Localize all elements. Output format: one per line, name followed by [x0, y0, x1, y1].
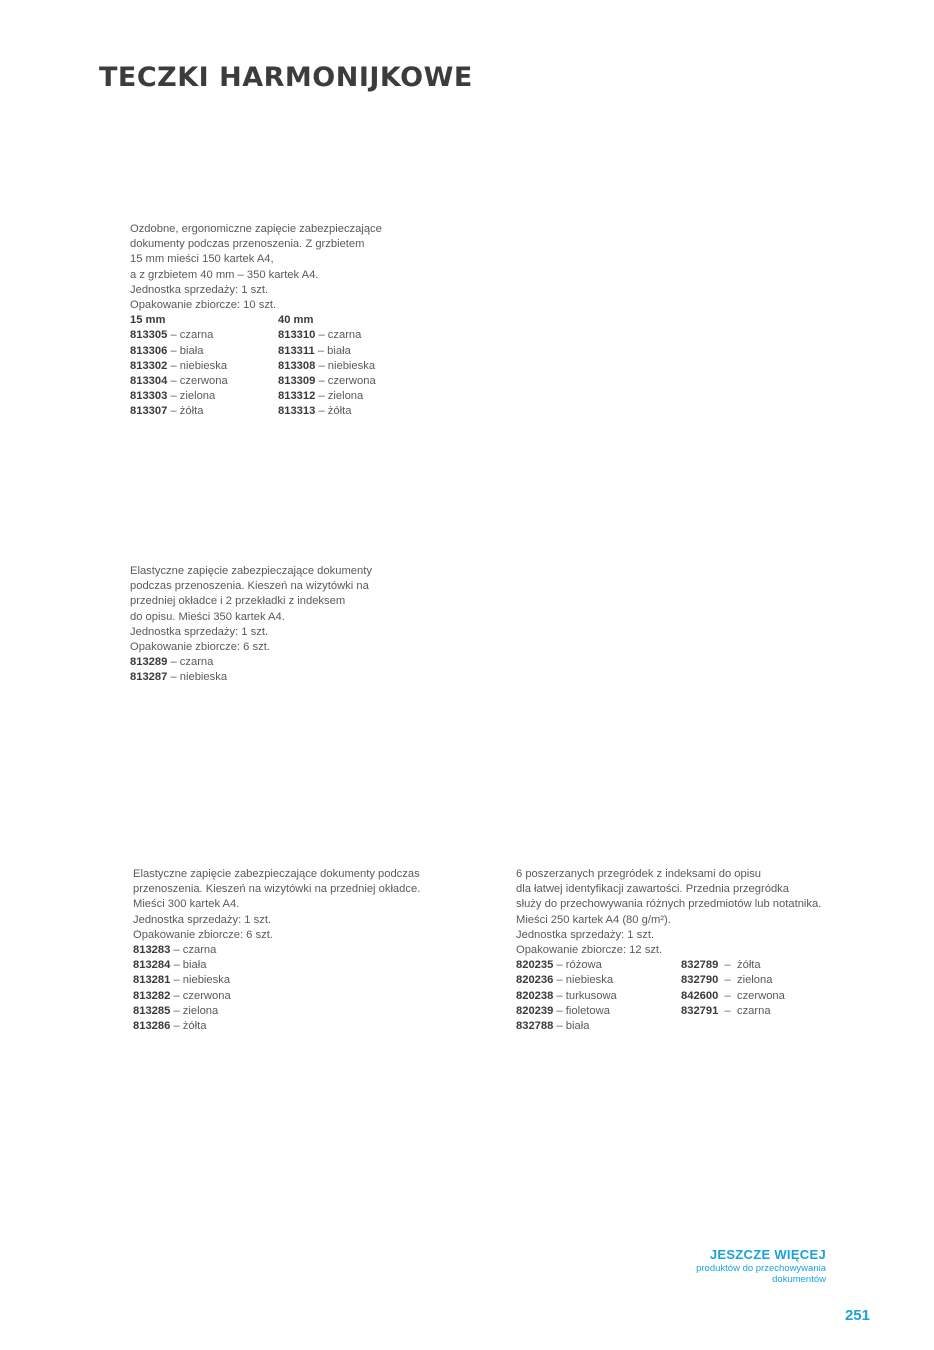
list-item [130, 389, 278, 404]
product-code: 813282 [133, 989, 171, 1002]
product-color: – zielona [167, 390, 216, 403]
code-column-left [516, 958, 681, 1034]
product-color: – zielona [170, 1004, 219, 1017]
product-code: 813286 [133, 1020, 171, 1033]
product-code: 813287 [130, 671, 168, 684]
product-color: – biała [314, 344, 351, 357]
product-color: – niebieska [170, 974, 231, 987]
product-code: 813303 [130, 390, 168, 403]
product-color: – czarna [170, 944, 217, 957]
page-number: 251 [844, 1307, 870, 1324]
product-color: – czarna [167, 329, 214, 342]
list-item [278, 404, 376, 419]
list-item [130, 344, 278, 359]
product-color: – czerwona [167, 375, 228, 388]
product-color: – czerwona [718, 989, 785, 1002]
description-line: Opakowanie zbiorcze: 6 szt. [130, 641, 270, 654]
product-code: 813313 [278, 405, 316, 418]
product-code: 820236 [516, 974, 554, 987]
product-color: – czarna [718, 1004, 771, 1017]
code-column-right [681, 958, 785, 1034]
description-line: 15 mm mieści 150 kartek A4, [130, 253, 274, 266]
list-item [278, 359, 376, 374]
product-code: 813289 [130, 656, 168, 669]
more-products-link[interactable] [696, 1247, 826, 1285]
description-line: do opisu. Mieści 350 kartek A4. [130, 610, 285, 623]
product-color: – czarna [315, 329, 362, 342]
list-item [516, 958, 681, 973]
product-code: 813307 [130, 405, 168, 418]
list-item [681, 989, 785, 1004]
description-line: podczas przenoszenia. Kieszeń na wizytówki na [130, 580, 369, 593]
product-color: – niebieska [167, 359, 228, 372]
product-code: 813284 [133, 959, 171, 972]
product-description [516, 867, 821, 958]
product-code-columns [516, 958, 821, 1034]
product-color: – zielona [315, 390, 364, 403]
product-code: 813310 [278, 329, 316, 342]
page-title: TECZKI HARMONIJKOWE [99, 62, 473, 93]
description-line: Opakowanie zbiorcze: 6 szt. [133, 928, 273, 941]
product-color: – żółta [170, 1020, 207, 1033]
product-color: – biała [170, 959, 207, 972]
list-item [133, 973, 420, 988]
product-color: – turkusowa [553, 989, 617, 1002]
list-item [681, 973, 785, 988]
list-item [278, 374, 376, 389]
product-code: 813309 [278, 375, 316, 388]
product-code: 832791 [681, 1004, 719, 1017]
description-line: Jednostka sprzedaży: 1 szt. [130, 283, 269, 296]
product-color: – niebieska [553, 974, 614, 987]
list-item [130, 655, 372, 670]
description-line: Opakowanie zbiorcze: 12 szt. [516, 944, 663, 957]
list-item [681, 1004, 785, 1019]
product-color: – żółta [718, 959, 761, 972]
list-item [278, 328, 376, 343]
list-item [681, 958, 785, 973]
product-color: – żółta [167, 405, 204, 418]
product-code: 813312 [278, 390, 316, 403]
list-item [133, 1019, 420, 1034]
product-description [130, 222, 382, 313]
product-color: – zielona [718, 974, 773, 987]
product-code: 813306 [130, 344, 168, 357]
product-color: – żółta [315, 405, 352, 418]
product-color: – niebieska [167, 671, 228, 684]
product-block-1 [130, 222, 382, 420]
product-code: 820238 [516, 989, 554, 1002]
description-line: przenoszenia. Kieszeń na wizytówki na przedniej okładce. [133, 883, 421, 896]
list-item [130, 404, 278, 419]
list-item [278, 344, 376, 359]
product-color: – fioletowa [553, 1004, 610, 1017]
description-line: służy do przechowywania różnych przedmiotów lub notatnika. [516, 898, 822, 911]
list-item [133, 958, 420, 973]
list-item [130, 374, 278, 389]
product-code: 813281 [133, 974, 171, 987]
list-item [516, 973, 681, 988]
column-header: 40 mm [278, 314, 314, 327]
product-code: 813285 [133, 1004, 171, 1017]
product-block-2 [130, 564, 372, 686]
list-item [133, 1004, 420, 1019]
description-line: Ozdobne, ergonomiczne zapięcie zabezpieczające [130, 223, 382, 235]
product-code: 820235 [516, 959, 554, 972]
more-title: JESZCZE WIĘCEJ [709, 1247, 826, 1262]
description-line: Jednostka sprzedaży: 1 szt. [130, 625, 269, 638]
description-line: Mieści 250 kartek A4 (80 g/m²). [516, 913, 671, 926]
product-block-3 [133, 867, 420, 1034]
description-line: Jednostka sprzedaży: 1 szt. [133, 913, 272, 926]
list-item [133, 943, 420, 958]
product-color: – niebieska [315, 359, 376, 372]
description-line: dla łatwej identyfikacji zawartości. Przednia przegródka [516, 883, 789, 896]
more-subtitle: dokumentów [772, 1274, 826, 1285]
column-header: 15 mm [130, 314, 166, 327]
description-line: 6 poszerzanych przegródek z indeksami do opisu [516, 868, 762, 880]
product-code: 813305 [130, 329, 168, 342]
more-subtitle: produktów do przechowywania [696, 1263, 826, 1274]
product-color: – czerwona [170, 989, 231, 1002]
product-color: – biała [553, 1020, 590, 1033]
product-color: – różowa [553, 959, 602, 972]
description-line: przedniej okładce i 2 przekładki z indeksem [130, 595, 346, 608]
code-column-15mm [130, 313, 278, 419]
list-item [130, 328, 278, 343]
list-item [130, 670, 372, 685]
product-code: 813308 [278, 359, 316, 372]
description-line: Elastyczne zapięcie zabezpieczające dokumenty podczas [133, 868, 420, 880]
description-line: Mieści 300 kartek A4. [133, 898, 240, 911]
product-color: – biała [167, 344, 204, 357]
description-line: a z grzbietem 40 mm – 350 kartek A4. [130, 268, 319, 281]
list-item [516, 1019, 681, 1034]
product-code: 813283 [133, 944, 171, 957]
list-item [278, 389, 376, 404]
product-code: 813304 [130, 375, 168, 388]
product-description [133, 867, 420, 943]
description-line: Opakowanie zbiorcze: 10 szt. [130, 299, 277, 312]
product-code: 813311 [278, 344, 315, 357]
code-column-40mm [278, 313, 376, 419]
product-color: – czarna [167, 656, 214, 669]
list-item [130, 359, 278, 374]
product-code: 820239 [516, 1004, 554, 1017]
description-line: Elastyczne zapięcie zabezpieczające dokumenty [130, 565, 372, 577]
product-code: 813302 [130, 359, 168, 372]
product-description [130, 564, 372, 655]
product-code-columns [130, 313, 382, 419]
product-code: 842600 [681, 989, 719, 1002]
description-line: Jednostka sprzedaży: 1 szt. [516, 928, 655, 941]
list-item [516, 989, 681, 1004]
product-color: – czerwona [315, 375, 376, 388]
list-item [133, 989, 420, 1004]
product-code: 832790 [681, 974, 719, 987]
product-block-4 [516, 867, 821, 1034]
description-line: dokumenty podczas przenoszenia. Z grzbietem [130, 238, 365, 251]
product-code: 832789 [681, 959, 719, 972]
list-item [516, 1004, 681, 1019]
product-code: 832788 [516, 1020, 554, 1033]
